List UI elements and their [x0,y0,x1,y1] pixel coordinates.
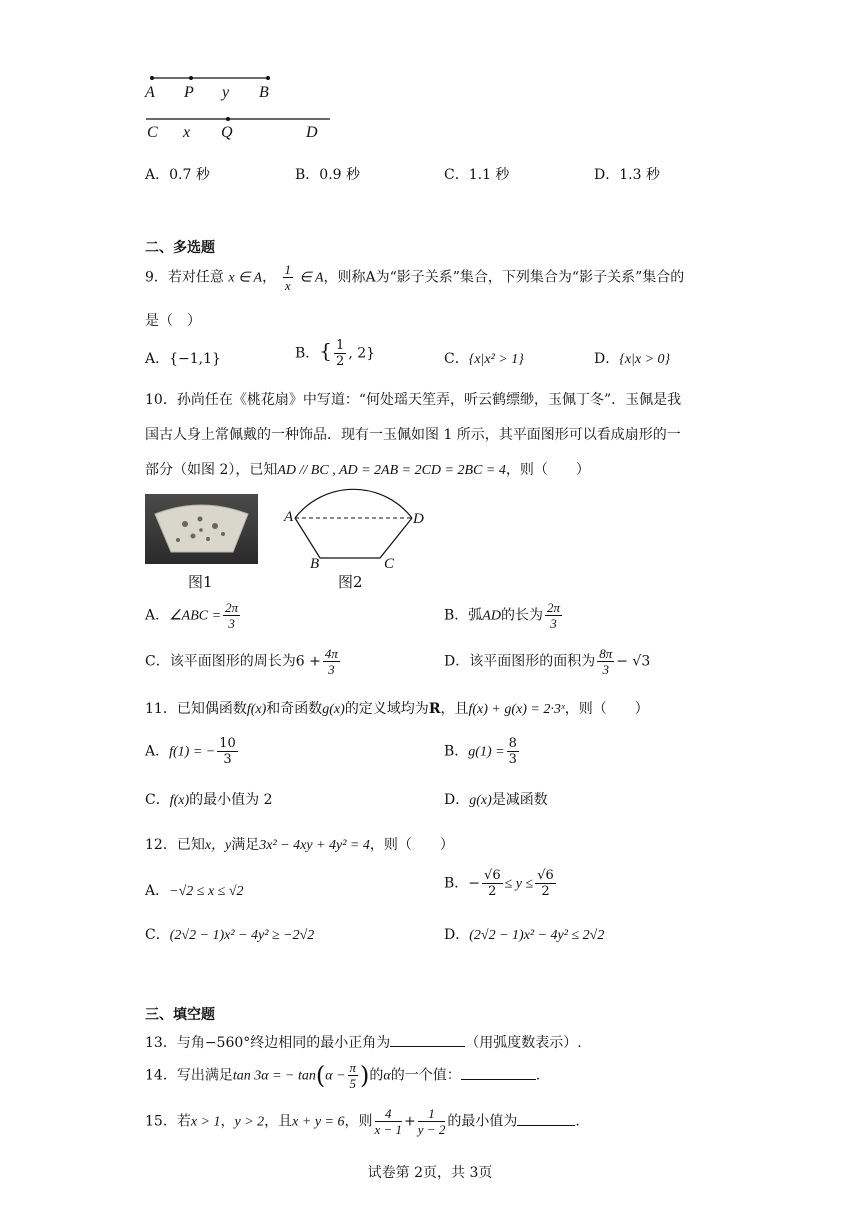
q9-fraction: $\frac{1}{x}$ [284,262,292,293]
segment-label-b: B [259,84,269,101]
jade-pendant-photo [145,494,258,564]
question-12: 12．已知x，y满足3x² − 4xy + 4y² = 4，则（ ） [145,837,454,853]
question-13: 13．与角−560°终边相同的最小正角为 （用弧度数表示）. [145,1035,582,1051]
q11-option-a: A．f(1) = − $\frac{10}{3}$ [145,736,236,767]
q8-option-c: C．1.1 秒 [444,167,510,183]
q10-option-a: A．∠ABC = $\frac{2\pi}{3}$ [145,600,239,631]
q9-option-c: C．{x|x² > 1} [444,351,524,367]
q9-option-b: B．{ $\frac{1}{2}$ , 2} [295,338,376,369]
question-11: 11．已知偶函数f(x)和奇函数g(x)的定义域均为R，且f(x) + g(x) = 2·3ˣ，则（ ） [145,701,649,717]
figure-1-caption: 图1 [188,573,213,591]
q11-option-c: C．f(x)的最小值为 2 [145,792,273,808]
q15-answer-blank[interactable] [517,1125,575,1126]
figure-2-label-d: D [413,511,424,527]
q9-option-d: D．{x|x > 0} [594,351,671,367]
segment-label-p: P [184,84,194,101]
segment-label-y: y [222,84,230,101]
page-footer: 试卷第 2页，共 3页 [367,1165,493,1181]
q8-option-d: D．1.3 秒 [594,167,660,183]
question-10-line1: 10．孙尚任在《桃花扇》中写道：“何处瑶天笙弄，听云鹤缥缈，玉佩丁冬”．玉佩是我 [145,392,682,408]
q12-option-b: B．− $\frac{√6}{2}$ ≤ y ≤ $\frac{√6}{2}$ [444,868,554,899]
q11-option-b: B．g(1) = $\frac{8}{3}$ [444,736,517,767]
question-10-line2: 国古人身上常佩戴的一种饰品．现有一玉佩如图 1 所示，其平面图形可以看成扇形的一 [145,427,681,443]
q12-option-c: C．(2√2 − 1)x² − 4y² ≥ −2√2 [145,927,315,943]
figure-2-label-a: A [284,509,294,525]
q8-option-a: A．0.7 秒 [145,167,210,183]
figure-2-label-c: C [384,556,395,572]
q14-answer-blank[interactable] [461,1079,536,1080]
question-9-line2: 是（ ） [145,313,201,329]
figure-2-label-b: B [310,556,320,572]
question-15: 15．若x > 1，y > 2，且x + y = 6，则 $\frac{4}{x - 1}$ + $\frac{1}{y - 2}$ 的最小值为 . [145,1106,580,1137]
q11-option-d: D．g(x)是减函数 [444,792,548,808]
sector-figure [280,488,430,570]
section-title-multi-choice: 二、多选题 [145,240,215,256]
q13-answer-blank[interactable] [390,1046,465,1047]
question-10-line3: 部分（如图 2），已知AD // BC , AD = 2AB = 2CD = 2BC = 4，则（ ） [145,462,590,478]
segment-label-c: C [147,124,158,141]
q10-option-b: B．弧AD的长为 $\frac{2\pi}{3}$ [444,600,560,631]
q12-option-a: A．−√2 ≤ x ≤ √2 [145,883,244,899]
segment-label-q: Q [221,124,233,141]
segment-label-d: D [306,124,318,141]
segment-label-a: A [145,84,155,101]
section-title-fill-blank: 三、填空题 [145,1007,215,1023]
q8-option-b: B．0.9 秒 [295,167,361,183]
q10-option-c: C．该平面图形的周长为6 + $\frac{4\pi}{3}$ [145,646,338,677]
question-9: 9．若对任意 x ∈ A， $\frac{1}{x}$ ∈ A，则称A为“影子关系”集合，下列集合为“影子关系”集合的 [145,262,685,293]
q9-option-a: A．{−1,1} [145,351,221,367]
q10-option-d: D．该平面图形的面积为 $\frac{8\pi}{3}$ − √3 [444,646,651,677]
question-14: 14．写出满足tan 3α = − tan(α − $\frac{\pi}{5}$ )的α的一个值： . [145,1060,541,1091]
segment-label-x: x [183,124,191,141]
figure-2-caption: 图2 [338,573,363,591]
q12-option-d: D．(2√2 − 1)x² − 4y² ≤ 2√2 [444,927,605,943]
